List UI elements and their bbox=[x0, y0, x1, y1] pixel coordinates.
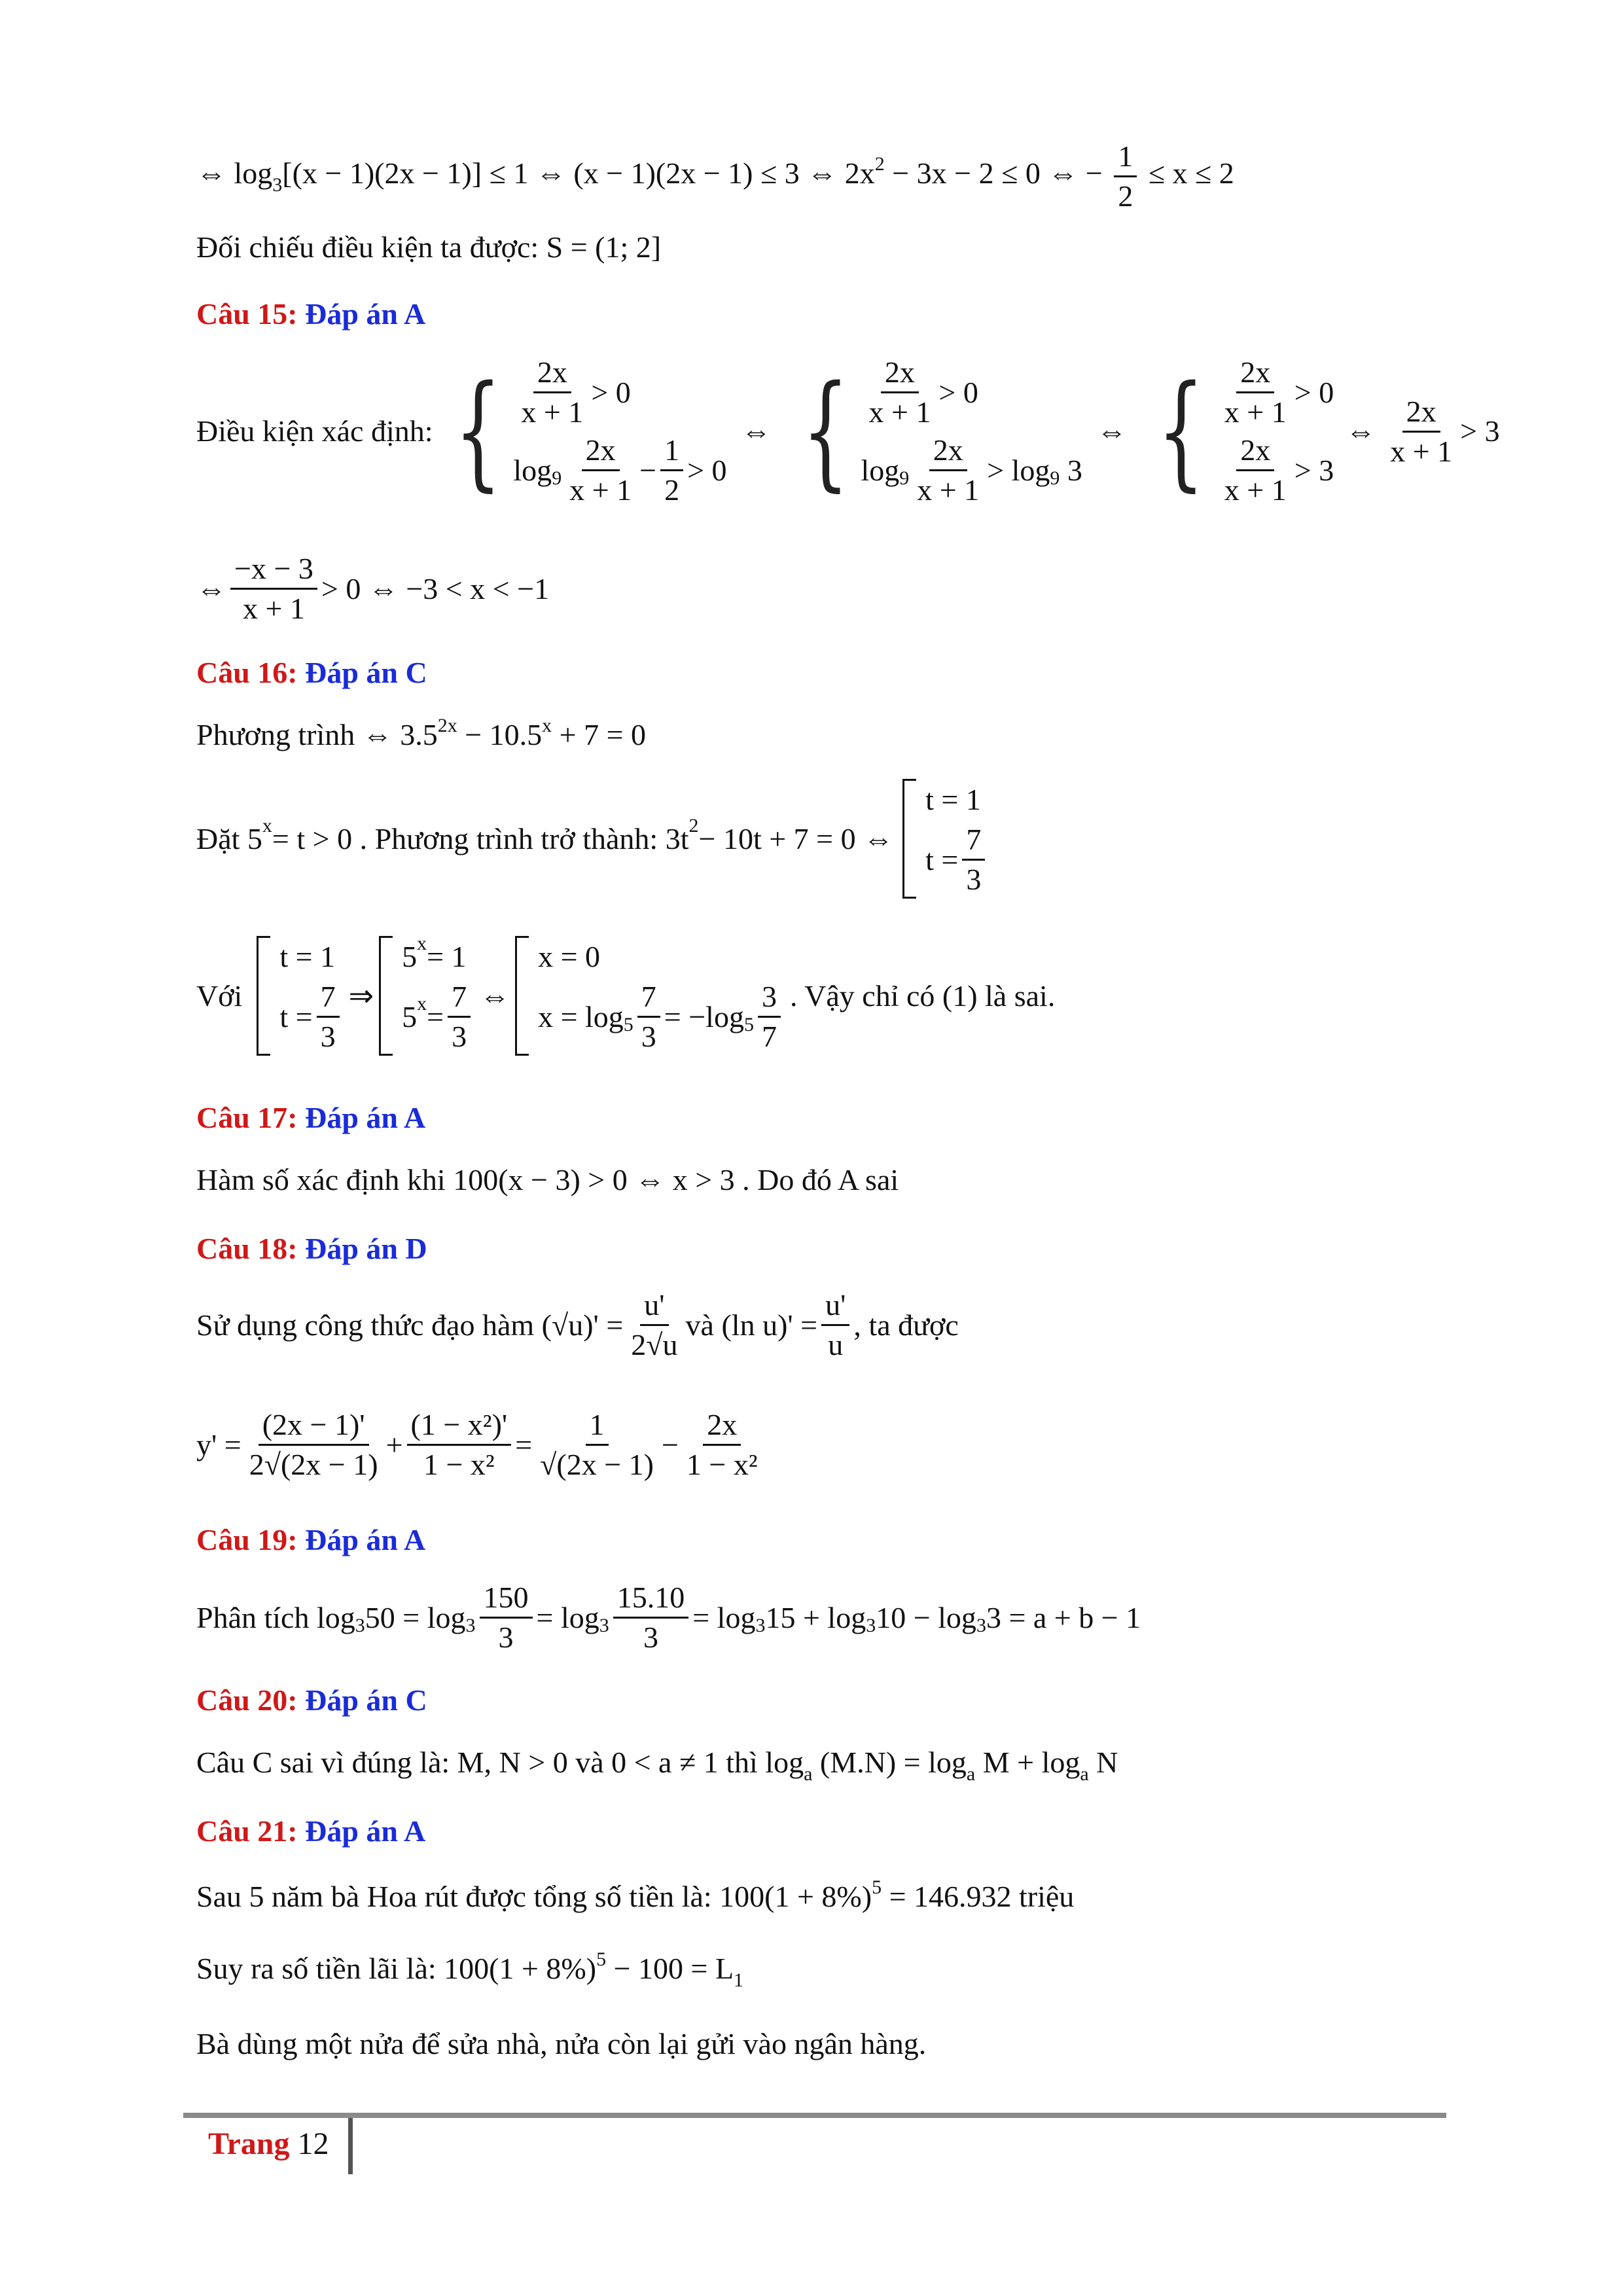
footer-divider bbox=[183, 2113, 1446, 2118]
square-bracket bbox=[379, 936, 393, 1056]
brace-icon: { bbox=[1157, 359, 1205, 503]
question-heading-17: Câu 17: Đáp án A bbox=[196, 1101, 426, 1134]
system-1: { 2x x + 1 > 0 log 9 2x x + 1 − $\frac{1}{2}$ > 0 bbox=[438, 353, 727, 509]
q15-label: Điều kiện xác định: bbox=[196, 414, 433, 448]
q18-derivative: y' = $\frac{(2x - 1)'}{2√(2x - 1)}$ + $\frac{\text{(1 − x²)'}}{\text{1 − x²}}$ = $\frac{1}{√(2x - 1)}$ − $\frac{2x}{\text{1 − x²}}$ bbox=[196, 1406, 766, 1484]
page-number: Trang 12 bbox=[208, 2126, 329, 2161]
bracket-system: t = 1 t = $\frac{7}{3}$ bbox=[902, 779, 989, 899]
question-heading-18: Câu 18: Đáp án D bbox=[196, 1232, 427, 1265]
bracket-system: 5 x = 1 5 x = $\frac{7}{3}$ bbox=[379, 936, 474, 1056]
square-bracket bbox=[257, 936, 270, 1056]
q21-line-3: Bà dùng một nửa để sửa nhà, nửa còn lại gửi vào ngân hàng. bbox=[196, 2027, 927, 2060]
fraction: $\frac{1}{2}$ bbox=[1114, 137, 1137, 215]
square-bracket bbox=[515, 936, 529, 1056]
q16-equation: Phương trình ⇔ $3.5^{2x} - 10.5^x + 7 = 0$ bbox=[196, 715, 647, 751]
square-bracket bbox=[902, 779, 916, 899]
question-heading-21: Câu 21: Đáp án A bbox=[196, 1814, 426, 1848]
question-heading-16: Câu 16: Đáp án C bbox=[196, 656, 427, 689]
q20-text: Câu C sai vì đúng là: M, N > 0 và 0 < a ≠ 1 thì $\log_a (M.N) = \log_a M + \log_a N$ bbox=[196, 1746, 1118, 1785]
q17-text: Hàm số xác định khi 100(x − 3) > 0 ⇔ x > 3 . Do đó A sai bbox=[196, 1163, 899, 1196]
q18-formula: Sử dụng công thức đạo hàm (√u)' = $\frac{u'}{2√u}$ và (ln u)' = $\frac{u'}{u}$ , ta được bbox=[196, 1286, 959, 1364]
bracket-system: t = 1 t = $\frac{7}{3}$ bbox=[257, 936, 343, 1056]
question-heading-20: Câu 20: Đáp án C bbox=[196, 1683, 427, 1717]
q19-analysis: Phân tích log 3 50 = log 3 $\frac{150}{3}$ = log 3 $\frac{15.10}{3}$ = log 3 15 + log 3 10 − log 3 3 = a + b − 1 bbox=[196, 1579, 1141, 1657]
brace-icon: { bbox=[454, 359, 502, 503]
q15-condition-block: Điều kiện xác định: { 2x x + 1 > 0 log 9 2x x + 1 − $\frac{1}{2}$ > 0 ⇔ { 2x x + 1 > 0 log 9 2x x + 1 > log 9 3 ⇔ { 2x x + 1 > 0 2x x + 1 > 3 ⇔ 2x x + 1 > 3 bbox=[196, 353, 1500, 509]
brace-icon: { bbox=[801, 359, 849, 503]
system-2: { 2x x + 1 > 0 log 9 2x x + 1 > log 9 3 bbox=[786, 353, 1082, 509]
text-line-conclusion: Đối chiếu điều kiện ta được: S = (1; 2] bbox=[196, 230, 662, 264]
q16-solution: Với t = 1 t = $\frac{7}{3}$ ⇒ 5 x = 1 5 x = $\frac{7}{3}$ ⇔ x = 0 x = log 5 $\frac{7}{3}$ = −log 5 3 7 . Vậy chỉ có (1) là sai. bbox=[196, 936, 1055, 1056]
footer-vertical-bar bbox=[348, 2118, 353, 2174]
q21-line-2: Suy ra số tiền lãi là: $100(1 + 8\%)^5 - 100 = L_1$ bbox=[196, 1948, 744, 1991]
system-3: { 2x x + 1 > 0 2x x + 1 > 3 bbox=[1141, 353, 1334, 509]
q15-result: ⇔ −x − 3 x + 1 > 0 ⇔ −3 < x < −1 bbox=[196, 550, 549, 628]
question-heading-19: Câu 19: Đáp án A bbox=[196, 1523, 426, 1556]
q16-substitution: Đặt 5 x = t > 0 . Phương trình trở thành: 3t 2 − 10t + 7 = 0 ⇔ t = 1 t = $\frac{7}{3}$ bbox=[196, 779, 994, 899]
q21-line-1: Sau 5 năm bà Hoa rút được tổng số tiền là: $100(1 + 8\%)^5 = 146.932$ triệu bbox=[196, 1876, 1075, 1913]
bracket-system: x = 0 x = log 5 $\frac{7}{3}$ = −log 5 3 7 bbox=[515, 936, 785, 1056]
eq-line-1: ⇔ $\log_3[(x - 1)(2x - 1)] \le 1$ ⇔ (x − 1)(2x − 1) ≤ 3 ⇔ $2x^2 - 3x - 2 \le 0$ ⇔ − $\frac{1}{2}$ ≤ x ≤ 2 bbox=[196, 137, 1234, 215]
question-heading-15: Câu 15: Đáp án A bbox=[196, 297, 426, 331]
